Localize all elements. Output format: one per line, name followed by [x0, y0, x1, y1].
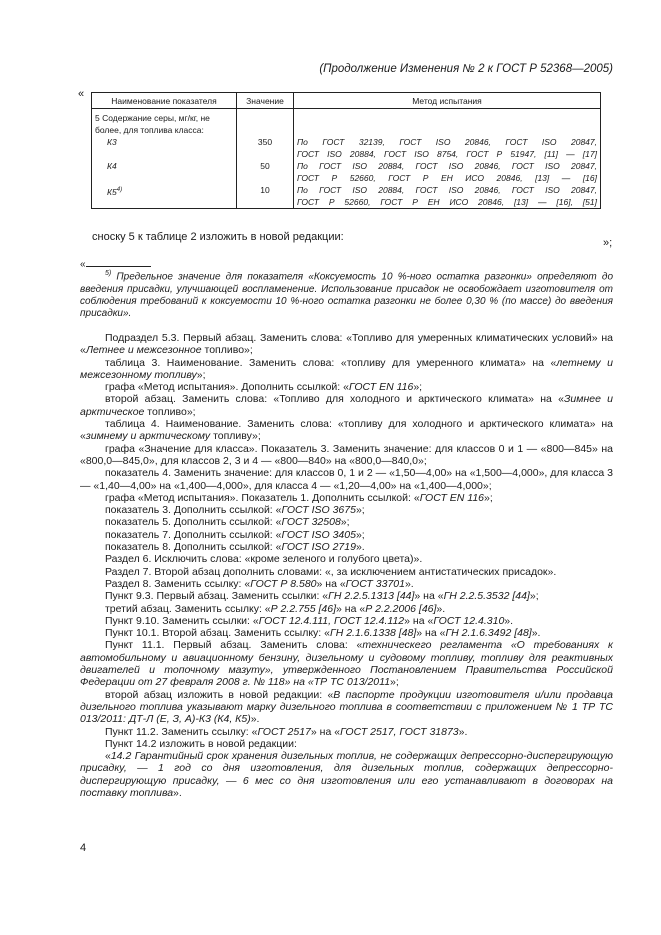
footnote-number: 5) — [105, 270, 112, 277]
method-line: По ГОСТ ISO 20884, ГОСТ ISO 20846, ГОСТ ISO 20847, — [297, 161, 597, 171]
paragraph: показатель 5. Дополнить ссылкой: «ГОСТ 32508»; — [105, 516, 350, 529]
paragraph: Пункт 14.2 изложить в новой редакции: — [105, 737, 297, 750]
paragraph: графа «Метод испытания». Показатель 1. Дополнить ссылкой: «ГОСТ EN 116»; — [105, 491, 493, 504]
footnote-open-quote: « — [80, 259, 86, 270]
paragraph: Пункт 11.1. Первый абзац. Заменить слова: «техническего регламента «О требованиях к автомобильному и авиационному бензину, дизельному и судовому топливу, топливу для реактивных двигателей и топочному мазуту», утвержденного Постановлением Правительства Российской Федерации от 27 февраля 2008 г. № 118» на «ТР ТС 013/2011»; — [80, 639, 613, 689]
col-header-name: Наименование показателя — [92, 93, 237, 109]
paragraph: Раздел 8. Заменить ссылку: «ГОСТ Р 8.580» на «ГОСТ 33701». — [105, 577, 414, 590]
paragraph: Пункт 9.3. Первый абзац. Заменить ссылки: «ГН 2.2.5.1313 [44]» на «ГН 2.2.5.3532 [44]»; — [105, 590, 539, 603]
method-line: По ГОСТ ISO 20884, ГОСТ ISO 20846, ГОСТ ISO 20847, — [297, 185, 597, 195]
paragraph: показатель 8. Дополнить ссылкой: «ГОСТ ISO 2719». — [105, 541, 365, 554]
paragraph: графа «Метод испытания». Дополнить ссылкой: «ГОСТ EN 116»; — [105, 381, 423, 394]
continuation-header: (Продолжение Изменения № 2 к ГОСТ Р 52368—2005) — [319, 63, 613, 75]
method-line: ГОСТ ISO 20884, ГОСТ ISO 8754, ГОСТ Р 51947, [11] — [17] — [297, 149, 597, 159]
footnote-ref: 4) — [116, 187, 123, 193]
paragraph: Подраздел 5.3. Первый абзац. Заменить слова: «Топливо для умеренных климатических условий» на «Летнее и межсезонное топливо»; — [80, 332, 613, 357]
paragraph: таблица 3. Наименование. Заменить слова: «топливу для умеренного климата» на «летнему и межсезонному топливу»; — [80, 356, 613, 381]
table-row — [92, 184, 601, 209]
footnote-text: $^{5)}$ Предельное значение для показателя «Коксуемость 10 %-ного остатка разгонки» определяют до введения присадки, улучшающей воспламенение. Использование присадок не освобождает изготовителя от соблюдения требований к коксуемости 10 %-ного остатка разгонки не более 0,30 % (по массе) до введения присадки». — [80, 270, 614, 320]
amendment-body — [80, 332, 613, 799]
amendment-table — [91, 92, 601, 209]
paragraph: таблица 4. Наименование. Заменить слова: «топливу для холодного и арктического климата» на «зимнему и арктическому топливу»; — [80, 418, 613, 443]
paragraph: третий абзац. Заменить ссылку: «Р 2.2.755 [46]» на «Р 2.2.2006 [46]». — [105, 602, 446, 615]
paragraph: показатель 7. Дополнить ссылкой: «ГОСТ ISO 3405»; — [105, 528, 365, 541]
col-header-value: Значение — [237, 93, 294, 109]
paragraph: показатель 4. Заменить значение: для классов 0, 1 и 2 — «1,50—4,00» на «1,500—4,000», для класса 3 — «1,40—4,00» на «1,400—4,000», для класса 4 — «1,20—4,00» на «1,400—4,000»; — [80, 467, 613, 492]
paragraph: Пункт 11.2. Заменить ссылку: «ГОСТ 2517» на «ГОСТ 2517, ГОСТ 31873». — [105, 725, 468, 738]
table-row-section — [92, 109, 601, 137]
paragraph: Пункт 9.10. Заменить ссылки: «ГОСТ 12.4.111, ГОСТ 12.4.112» на «ГОСТ 12.4.310». — [105, 614, 514, 627]
paragraph: Пункт 10.1. Второй абзац. Заменить ссылку: «ГН 2.1.6.1338 [48]» на «ГН 2.1.6.3492 [48]». — [105, 627, 541, 640]
method-line: ГОСТ Р 52660, ГОСТ Р ЕН ИСО 20846, [13] — [16] — [297, 173, 597, 183]
method-line: По ГОСТ 32139, ГОСТ ISO 20846, ГОСТ ISO 20847, — [297, 137, 597, 147]
table-close-quote: »; — [603, 237, 613, 249]
col-header-method: Метод испытания — [294, 93, 601, 109]
paragraph: второй абзац изложить в новой редакции: «В паспорте продукции изготовителя и/или продавца дизельного топлива указывают марку дизельного топлива в соответствии с приложением № 1 ТР ТС 013/2011: ДТ-Л (Е, З, А)-К3 (К4, К5)». — [80, 688, 613, 726]
paragraph: «14.2 Гарантийный срок хранения дизельных топлив, не содержащих депрессорно-диспергирующую присадку, — 1 год со дня изготовления, для дизельных топлив, содержащих депрессорно-диспергирующую присадку, — 6 мес со дня изготовления или его устанавливают в договорах на поставку топлива». — [80, 750, 613, 799]
method-line: ГОСТ Р 52660, ГОСТ Р ЕН ИСО 20846, [13] — [16], [51] — [297, 197, 597, 207]
page-number: 4 — [80, 842, 87, 854]
paragraph: Раздел 6. Исключить слова: «кроме зеленого и голубого цвета)». — [105, 553, 423, 566]
class-label: К5 — [107, 186, 117, 197]
row-value: 10 — [237, 184, 294, 209]
footnote-rule — [86, 266, 151, 267]
table-row — [92, 160, 601, 184]
paragraph: показатель 3. Дополнить ссылкой: «ГОСТ ISO 3675»; — [105, 504, 365, 517]
class-label: К3 — [107, 137, 117, 147]
paragraph: графа «Значение для класса». Показатель 3. Заменить значение: для классов 0 и 1 — «800—845» на «800,0—845,0», для классов 2, 3 и 4 — «800—840» на «800,0—840,0»; — [80, 442, 613, 467]
class-label: К4 — [107, 161, 117, 171]
footnote-intro: сноску 5 к таблице 2 изложить в новой редакции: — [92, 231, 344, 243]
table-row — [92, 136, 601, 160]
paragraph: Раздел 7. Второй абзац дополнить словами: «, за исключением антистатических присадок». — [105, 565, 557, 578]
paragraph: второй абзац. Заменить слова: «Топливо для холодного и арктического климата» на «Зимнее и арктическое топливо»; — [80, 393, 613, 418]
section-label: 5 Содержание серы, мг/кг, не более, для топлива класса: — [92, 109, 237, 137]
row-value: 350 — [237, 136, 294, 160]
row-value: 50 — [237, 160, 294, 184]
table-open-quote: « — [78, 88, 85, 100]
